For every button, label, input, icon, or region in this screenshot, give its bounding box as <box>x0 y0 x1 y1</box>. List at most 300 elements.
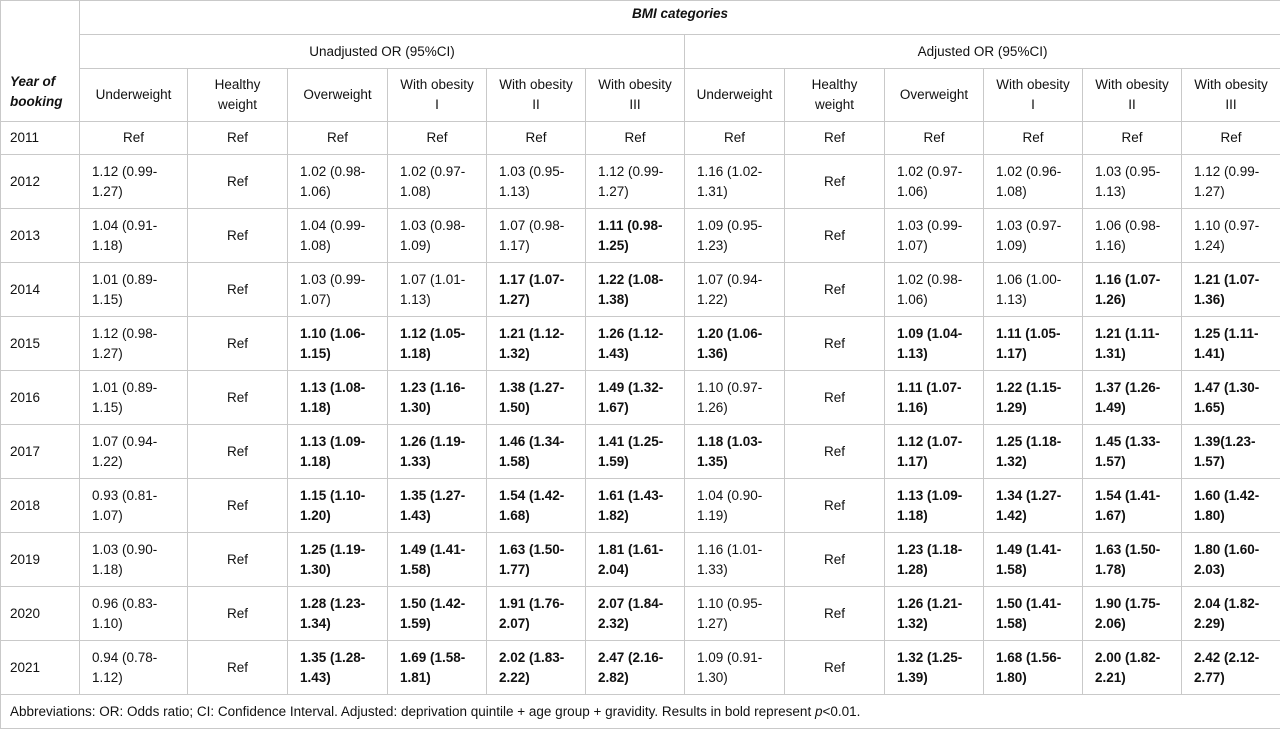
or-value-line2: 1.32) <box>996 453 1027 469</box>
ref-cell <box>785 425 885 479</box>
or-value-line1: 1.13 (1.09- <box>300 433 366 449</box>
or-value-line2: 1.24) <box>1194 237 1225 253</box>
column-header <box>188 69 288 122</box>
ref-cell <box>785 263 885 317</box>
or-value-line2: 1.58) <box>499 453 530 469</box>
or-value-line2: 1.29) <box>996 399 1027 415</box>
or-value-line1: Ref <box>823 130 845 145</box>
or-value-line1: 1.11 (0.98- <box>598 217 663 233</box>
or-value-line2: 1.16) <box>1095 237 1126 253</box>
or-value-line2: 1.15) <box>92 399 123 415</box>
or-value-line1: 2.42 (2.12- <box>1194 649 1260 665</box>
or-value-cell <box>1083 263 1182 317</box>
or-value-line2: 1.33) <box>697 561 728 577</box>
column-header-line1: With obesity <box>1194 77 1268 92</box>
column-header-line1: Overweight <box>899 87 969 102</box>
or-value-line1: 1.11 (1.05- <box>996 325 1061 341</box>
or-value-line2: 1.35) <box>697 453 728 469</box>
or-value-line1: Ref <box>624 130 646 145</box>
or-value-line1: 1.03 (0.98- <box>400 217 466 233</box>
or-value-cell <box>984 425 1083 479</box>
or-value-line1: 1.07 (0.94- <box>697 271 763 287</box>
or-value-line1: 1.23 (1.16- <box>400 379 466 395</box>
or-value-line2: 1.43) <box>300 669 331 685</box>
ref-cell <box>188 122 288 155</box>
or-value-line1: 1.22 (1.15- <box>996 379 1062 395</box>
or-value-line2: 1.80) <box>996 669 1027 685</box>
or-value-line2: 1.30) <box>400 399 431 415</box>
or-value-line2: 1.18) <box>92 237 123 253</box>
or-value-line2: 1.10) <box>92 615 123 631</box>
or-value-line1: 0.93 (0.81- <box>92 487 158 503</box>
or-value-cell <box>288 641 388 695</box>
or-value-cell <box>885 317 984 371</box>
or-value-cell <box>487 263 586 317</box>
or-value-cell <box>288 425 388 479</box>
or-value-line2: 2.22) <box>499 669 530 685</box>
or-value-line1: 1.01 (0.89- <box>92 379 158 395</box>
or-value-line1: 1.10 (0.95- <box>697 595 763 611</box>
or-value-line2: 1.06) <box>300 183 331 199</box>
or-value-line1: 1.54 (1.42- <box>499 487 565 503</box>
year-cell: 2011 <box>1 122 80 155</box>
or-value-cell <box>984 533 1083 587</box>
or-value-line1: 1.34 (1.27- <box>996 487 1062 503</box>
or-value-line2: 2.21) <box>1095 669 1126 685</box>
or-value-line1: 2.07 (1.84- <box>598 595 664 611</box>
or-value-line1: Ref <box>226 551 248 567</box>
or-value-line2: 1.13) <box>400 291 431 307</box>
or-value-cell <box>984 209 1083 263</box>
or-value-cell <box>1182 155 1280 209</box>
or-value-line2: 1.18) <box>300 453 331 469</box>
or-value-line1: 1.07 (1.01- <box>400 271 466 287</box>
or-value-line2: 1.58) <box>996 561 1027 577</box>
or-value-line2: 1.58) <box>996 615 1027 631</box>
or-value-line1: 1.02 (0.97- <box>400 163 466 179</box>
ref-cell <box>188 533 288 587</box>
or-value-line2: 1.81) <box>400 669 431 685</box>
or-value-line1: Ref <box>923 130 945 145</box>
ref-cell <box>984 122 1083 155</box>
or-value-cell <box>1083 209 1182 263</box>
or-value-line2: 1.27) <box>92 183 123 199</box>
or-value-line2: 1.17) <box>996 345 1027 361</box>
year-cell: 2015 <box>1 317 80 371</box>
or-value-line1: Ref <box>226 443 248 459</box>
ref-cell <box>1083 122 1182 155</box>
or-value-line1: 0.96 (0.83- <box>92 595 158 611</box>
or-value-cell <box>487 587 586 641</box>
column-header-line2: I <box>435 97 439 112</box>
ref-cell <box>1182 122 1280 155</box>
column-header-line2: weight <box>217 97 258 112</box>
or-value-line1: 1.26 (1.21- <box>897 595 963 611</box>
or-value-cell <box>288 155 388 209</box>
or-value-line2: 1.78) <box>1095 561 1126 577</box>
or-value-line2: 1.07) <box>92 507 123 523</box>
or-value-line1: 1.50 (1.42- <box>400 595 466 611</box>
or-value-line2: 1.09) <box>996 237 1027 253</box>
or-value-line1: Ref <box>823 497 845 513</box>
or-value-line1: 1.03 (0.99- <box>300 271 366 287</box>
or-value-cell <box>487 155 586 209</box>
or-value-line1: 2.04 (1.82- <box>1194 595 1260 611</box>
or-value-cell <box>685 371 785 425</box>
or-value-line2: 2.77) <box>1194 669 1225 685</box>
year-cell: 2013 <box>1 209 80 263</box>
or-value-line1: 1.10 (1.06- <box>300 325 366 341</box>
or-value-cell <box>885 641 984 695</box>
or-value-line1: 1.63 (1.50- <box>1095 541 1161 557</box>
or-value-cell <box>487 533 586 587</box>
or-value-cell <box>885 533 984 587</box>
or-value-line2: 1.82) <box>598 507 629 523</box>
or-value-line1: 1.81 (1.61- <box>598 541 664 557</box>
ref-cell <box>80 122 188 155</box>
or-value-line1: 1.12 (1.05- <box>400 325 466 341</box>
or-value-line2: 2.07) <box>499 615 530 631</box>
or-value-line1: 1.12 (0.99- <box>92 163 158 179</box>
or-value-line1: Ref <box>823 173 845 189</box>
or-value-line2: 1.06) <box>897 183 928 199</box>
ref-cell <box>188 425 288 479</box>
or-value-line1: 1.20 (1.06- <box>697 325 763 341</box>
or-value-line1: 1.45 (1.33- <box>1095 433 1161 449</box>
ref-cell <box>388 122 487 155</box>
or-value-line1: 1.16 (1.02- <box>697 163 763 179</box>
or-value-line1: 1.32 (1.25- <box>897 649 963 665</box>
or-value-line2: 1.09) <box>400 237 431 253</box>
or-value-line1: 1.22 (1.08- <box>598 271 664 287</box>
or-value-line2: 1.27) <box>92 345 123 361</box>
or-value-line2: 1.67) <box>1095 507 1126 523</box>
table-row <box>1 317 1280 371</box>
or-value-line2: 1.80) <box>1194 507 1225 523</box>
ref-cell <box>685 122 785 155</box>
or-value-line2: 1.65) <box>1194 399 1225 415</box>
or-value-line1: 1.54 (1.41- <box>1095 487 1161 503</box>
or-value-cell <box>1083 155 1182 209</box>
or-value-line2: 1.28) <box>897 561 928 577</box>
or-value-line1: 1.11 (1.07- <box>897 379 962 395</box>
or-value-line2: 1.34) <box>300 615 331 631</box>
or-value-line2: 1.22) <box>697 291 728 307</box>
or-value-line2: 1.31) <box>1095 345 1126 361</box>
or-value-line1: 1.06 (1.00- <box>996 271 1062 287</box>
or-value-cell <box>388 317 487 371</box>
or-value-line1: Ref <box>1220 130 1242 145</box>
or-value-line1: 1.21 (1.07- <box>1194 271 1260 287</box>
or-value-line1: 1.02 (0.98- <box>300 163 366 179</box>
or-value-line1: 1.39(1.23- <box>1194 433 1256 449</box>
or-value-line1: Ref <box>823 281 845 297</box>
or-value-cell <box>288 587 388 641</box>
or-value-line1: 1.06 (0.98- <box>1095 217 1161 233</box>
or-value-line2: 1.15) <box>92 291 123 307</box>
column-header <box>984 69 1083 122</box>
or-value-cell <box>685 479 785 533</box>
or-value-line2: 1.36) <box>697 345 728 361</box>
or-value-line1: 1.80 (1.60- <box>1194 541 1260 557</box>
ref-cell <box>188 155 288 209</box>
or-value-line1: Ref <box>1121 130 1143 145</box>
or-value-line2: 1.17) <box>499 237 530 253</box>
or-value-cell <box>388 155 487 209</box>
or-value-cell <box>1182 425 1280 479</box>
or-value-line1: 1.16 (1.01- <box>697 541 763 557</box>
or-value-cell <box>685 425 785 479</box>
or-value-line1: 2.02 (1.83- <box>499 649 565 665</box>
ref-cell <box>785 533 885 587</box>
table-row <box>1 209 1280 263</box>
ref-cell <box>785 317 885 371</box>
or-value-line2: 1.13) <box>1095 183 1126 199</box>
or-value-line1: 1.12 (0.99- <box>598 163 664 179</box>
unadjusted-or-header: Unadjusted OR (95%CI) <box>80 35 685 69</box>
or-value-cell <box>1182 317 1280 371</box>
ref-cell <box>188 209 288 263</box>
or-value-line2: 1.18) <box>300 399 331 415</box>
or-value-line1: 1.49 (1.41- <box>996 541 1062 557</box>
or-value-cell <box>685 209 785 263</box>
column-header-line2: I <box>1031 97 1035 112</box>
footnote-text: Abbreviations: OR: Odds ratio; CI: Confidence Interval. Adjusted: deprivation quintile + age group + gravidity. Results in bold represent <box>10 703 815 719</box>
or-value-cell <box>1182 371 1280 425</box>
or-value-cell <box>1182 209 1280 263</box>
or-value-line2: 1.67) <box>598 399 629 415</box>
or-value-line1: Ref <box>226 335 248 351</box>
ref-cell <box>785 641 885 695</box>
ref-cell <box>188 641 288 695</box>
or-value-line2: 1.18) <box>897 507 928 523</box>
or-value-cell <box>1182 641 1280 695</box>
or-value-line2: 1.08) <box>996 183 1027 199</box>
or-value-line2: 2.04) <box>598 561 629 577</box>
ref-cell <box>885 122 984 155</box>
or-value-cell <box>984 371 1083 425</box>
or-value-line1: 1.35 (1.27- <box>400 487 466 503</box>
or-value-cell <box>885 479 984 533</box>
column-header-line2: III <box>1225 97 1237 112</box>
or-value-cell <box>885 425 984 479</box>
year-cell: 2020 <box>1 587 80 641</box>
or-value-line2: 1.16) <box>897 399 928 415</box>
or-value-cell <box>487 317 586 371</box>
or-value-line1: 1.26 (1.12- <box>598 325 664 341</box>
or-value-line2: 1.26) <box>697 399 728 415</box>
or-value-cell <box>1182 479 1280 533</box>
or-value-line2: 1.13) <box>897 345 928 361</box>
column-header-line1: With obesity <box>1095 77 1169 92</box>
or-value-line2: 1.18) <box>92 561 123 577</box>
bmi-categories-header: BMI categories <box>80 1 1280 35</box>
ref-cell <box>785 122 885 155</box>
year-cell: 2012 <box>1 155 80 209</box>
or-value-line2: 1.58) <box>400 561 431 577</box>
or-value-line1: 1.12 (0.99- <box>1194 163 1260 179</box>
or-value-line1: 1.26 (1.19- <box>400 433 466 449</box>
or-value-line1: 1.21 (1.12- <box>499 325 565 341</box>
or-value-line1: 1.91 (1.76- <box>499 595 565 611</box>
or-value-line2: 1.41) <box>1194 345 1225 361</box>
or-value-line1: 1.04 (0.90- <box>697 487 763 503</box>
column-header-line1: Underweight <box>95 87 172 102</box>
or-value-line1: 1.09 (0.95- <box>697 217 763 233</box>
or-value-line1: Ref <box>226 605 248 621</box>
or-value-line2: 1.13) <box>499 183 530 199</box>
or-value-line1: 1.13 (1.08- <box>300 379 366 395</box>
ref-cell <box>785 371 885 425</box>
column-header-line2: weight <box>814 97 855 112</box>
or-value-line1: 1.18 (1.03- <box>697 433 763 449</box>
column-header-line2: II <box>1128 97 1136 112</box>
or-value-cell <box>80 479 188 533</box>
footnote-p-symbol: p <box>814 703 823 719</box>
or-value-cell <box>288 533 388 587</box>
or-value-cell <box>487 209 586 263</box>
or-value-line2: 1.13) <box>996 291 1027 307</box>
or-value-line1: 1.02 (0.97- <box>897 163 963 179</box>
or-value-cell <box>288 479 388 533</box>
or-value-cell <box>586 479 685 533</box>
or-value-line1: 1.46 (1.34- <box>499 433 565 449</box>
or-value-cell <box>388 641 487 695</box>
or-value-line1: 1.68 (1.56- <box>996 649 1062 665</box>
table-row <box>1 122 1280 155</box>
or-value-line1: Ref <box>823 389 845 405</box>
table-row <box>1 533 1280 587</box>
or-value-cell <box>885 263 984 317</box>
ref-cell <box>785 155 885 209</box>
or-value-line2: 2.06) <box>1095 615 1126 631</box>
column-header-line1: With obesity <box>499 77 573 92</box>
or-value-cell <box>288 317 388 371</box>
or-value-line1: 1.04 (0.99- <box>300 217 366 233</box>
or-value-line1: Ref <box>823 551 845 567</box>
or-value-line2: 1.57) <box>1095 453 1126 469</box>
table-row <box>1 587 1280 641</box>
or-value-line1: 0.94 (0.78- <box>92 649 158 665</box>
or-value-line2: 1.31) <box>697 183 728 199</box>
or-value-line1: 1.69 (1.58- <box>400 649 466 665</box>
or-value-line1: 1.13 (1.09- <box>897 487 963 503</box>
or-value-cell <box>288 263 388 317</box>
or-value-line1: Ref <box>426 130 448 145</box>
or-value-cell <box>288 209 388 263</box>
or-value-line1: 1.17 (1.07- <box>499 271 565 287</box>
or-value-cell <box>1083 371 1182 425</box>
or-value-cell <box>984 155 1083 209</box>
column-header-line2: II <box>532 97 540 112</box>
column-header-line2: III <box>629 97 641 112</box>
or-value-cell <box>80 209 188 263</box>
or-value-line2: 1.43) <box>598 345 629 361</box>
or-value-line2: 1.39) <box>897 669 928 685</box>
ref-cell <box>487 122 586 155</box>
or-value-line1: Ref <box>326 130 348 145</box>
or-value-cell <box>487 425 586 479</box>
or-value-line1: 1.02 (0.98- <box>897 271 963 287</box>
or-value-line1: 1.12 (0.98- <box>92 325 158 341</box>
or-value-line1: 1.23 (1.18- <box>897 541 963 557</box>
column-header <box>1182 69 1280 122</box>
or-value-cell <box>984 587 1083 641</box>
ref-cell <box>288 122 388 155</box>
column-headers-row <box>1 69 1280 122</box>
column-header-line1: Healthy <box>811 77 858 92</box>
or-value-cell <box>685 587 785 641</box>
or-value-line1: Ref <box>226 389 248 405</box>
or-value-cell <box>984 479 1083 533</box>
ref-cell <box>188 317 288 371</box>
ref-cell <box>188 263 288 317</box>
or-value-line1: 2.00 (1.82- <box>1095 649 1161 665</box>
or-value-cell <box>586 371 685 425</box>
year-cell: 2018 <box>1 479 80 533</box>
or-value-line2: 1.33) <box>400 453 431 469</box>
or-value-line1: 1.28 (1.23- <box>300 595 366 611</box>
ref-cell <box>586 122 685 155</box>
or-value-cell <box>388 587 487 641</box>
or-value-cell <box>80 371 188 425</box>
or-value-cell <box>388 209 487 263</box>
or-value-line1: 1.37 (1.26- <box>1095 379 1161 395</box>
ref-cell <box>188 587 288 641</box>
or-value-cell <box>80 641 188 695</box>
column-header <box>885 69 984 122</box>
or-value-line2: 1.22) <box>92 453 123 469</box>
or-value-line1: Ref <box>122 130 144 145</box>
or-value-line1: Ref <box>823 443 845 459</box>
or-value-line1: 1.01 (0.89- <box>92 271 158 287</box>
or-value-line1: Ref <box>226 497 248 513</box>
or-value-line1: 1.25 (1.18- <box>996 433 1062 449</box>
table-row <box>1 425 1280 479</box>
or-value-cell <box>388 533 487 587</box>
column-header <box>1083 69 1182 122</box>
ref-cell <box>785 587 885 641</box>
or-value-line1: 1.21 (1.11- <box>1095 325 1160 341</box>
or-value-cell <box>586 425 685 479</box>
or-value-line1: 1.25 (1.11- <box>1194 325 1259 341</box>
or-value-line1: Ref <box>226 130 248 145</box>
or-value-line2: 1.36) <box>1194 291 1225 307</box>
or-value-cell <box>80 317 188 371</box>
table-body <box>1 122 1280 695</box>
or-value-cell <box>1083 533 1182 587</box>
or-value-cell <box>80 263 188 317</box>
or-value-cell <box>1083 587 1182 641</box>
column-header <box>785 69 885 122</box>
or-value-line2: 1.07) <box>300 291 331 307</box>
or-value-cell <box>885 371 984 425</box>
or-value-line2: 1.57) <box>1194 453 1225 469</box>
or-value-cell <box>1182 263 1280 317</box>
or-value-line2: 1.27) <box>1194 183 1225 199</box>
or-value-line1: Ref <box>226 227 248 243</box>
or-value-cell <box>487 371 586 425</box>
or-value-line1: Ref <box>226 659 248 675</box>
or-value-line2: 1.50) <box>499 399 530 415</box>
column-header <box>80 69 188 122</box>
or-value-cell <box>288 371 388 425</box>
column-header-line1: Healthy <box>214 77 261 92</box>
or-value-line1: Ref <box>1022 130 1044 145</box>
or-value-cell <box>388 371 487 425</box>
or-value-line1: 1.03 (0.97- <box>996 217 1062 233</box>
or-value-cell <box>388 263 487 317</box>
